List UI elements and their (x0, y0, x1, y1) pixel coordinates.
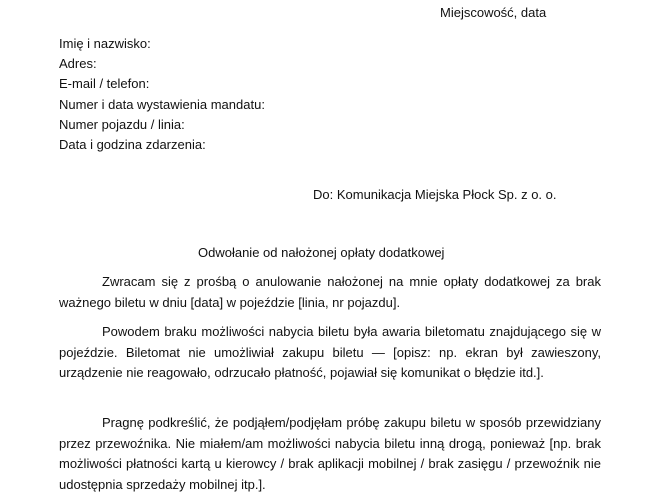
ticket-number-field: Numer i data wystawienia mandatu: (59, 96, 265, 112)
vehicle-line-field: Numer pojazdu / linia: (59, 116, 185, 132)
place-date-line: Miejscowość, data (440, 5, 547, 20)
recipient-line: Do: Komunikacja Miejska Płock Sp. z o. o. (313, 187, 557, 202)
document-title: Odwołanie od nałożonej opłaty dodatkowej (198, 245, 445, 260)
body-paragraph-justification: Pragnę podkreślić, że podjąłem/podjęłam próbę zakupu biletu w sposób przewidziany przez przewoźnika. Nie miałem/am możliwości nabycia biletu inną drogą, ponieważ [np. brak możliwości płatności kartą u kierowcy / brak aplikacji mobilnej / brak zasięgu / przewoźnik nie udostępnia sprzedaży mobilnej itp.]. (59, 415, 601, 492)
body-paragraph-request: Zwracam się z prośbą o anulowanie nałożonej na mnie opłaty dodatkowej za brak ważnego biletu w dniu [data] w pojeździe [linia, nr pojazdu]. (59, 274, 601, 310)
body-paragraph-reason: Powodem braku możliwości nabycia biletu była awaria biletomatu znajdującego się w pojeździe. Biletomat nie umożliwiał zakupu biletu — [opisz: np. ekran był zawieszony, urządzenie nie reagowało, odrzucało płatność, pojawiał się komunikat o błędzie itd.]. (59, 324, 601, 380)
sender-details (59, 34, 265, 155)
sender-address-field: Adres: (59, 56, 97, 72)
incident-datetime-field: Data i godzina zdarzenia: (59, 137, 206, 153)
sender-contact-field: E-mail / telefon: (59, 76, 150, 92)
sender-name-field: Imię i nazwisko: (59, 36, 151, 51)
